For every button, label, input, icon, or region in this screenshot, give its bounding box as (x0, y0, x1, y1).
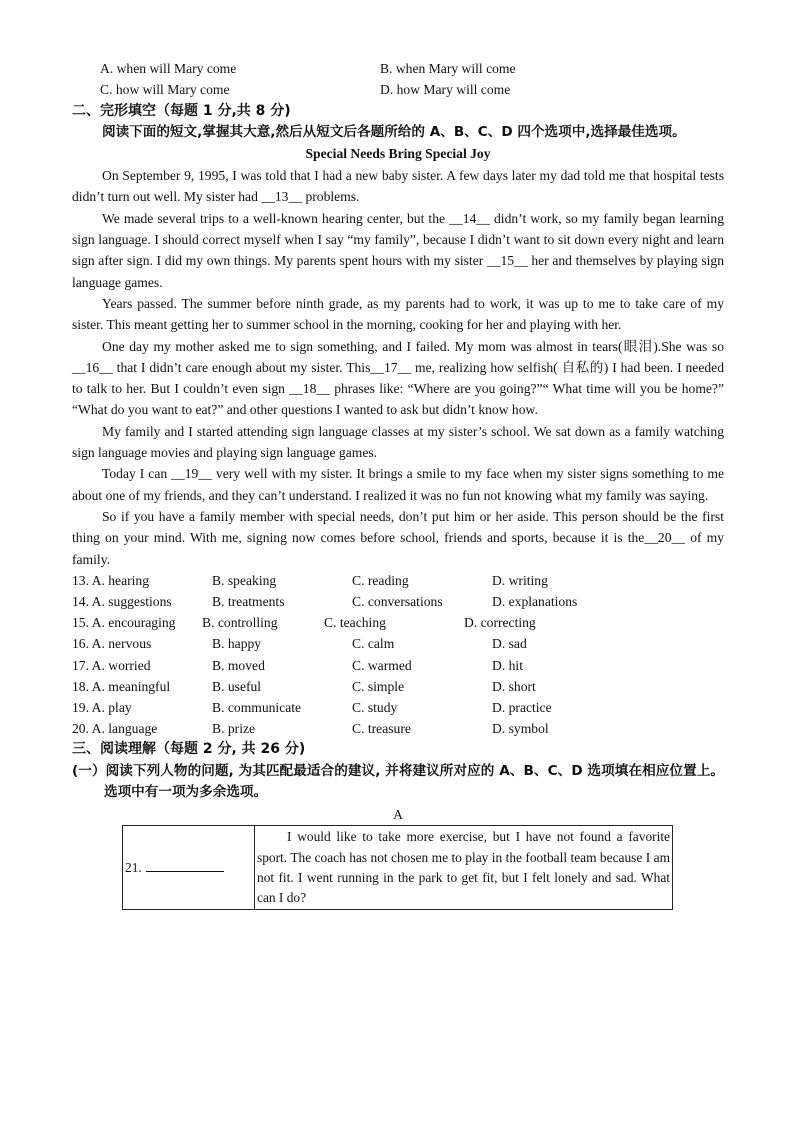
question-option-a: 17. A. worried (72, 657, 151, 673)
option-d: D. how Mary will come (380, 82, 511, 98)
question-option-d: D. sad (492, 636, 527, 652)
story-paragraph: My family and I started attending sign language classes at my sister’s school. We sat down as a family watching sign language movies and playing sign language games. (72, 423, 724, 461)
question-option-a: 14. A. suggestions (72, 594, 172, 610)
question-row (72, 655, 724, 676)
question-option-b: B. prize (212, 721, 256, 737)
question-option-d: D. explanations (492, 594, 578, 610)
question-option-a: 13. A. hearing (72, 572, 150, 588)
option-row (72, 58, 724, 79)
question-option-a: 18. A. meaningful (72, 678, 171, 694)
question-option-c: C. reading (352, 572, 409, 588)
story-paragraph: On September 9, 1995, I was told that I had a new baby sister. A few days later my dad told me that hospital tests didn’t turn out well. My sister had __13__ problems. (72, 168, 724, 205)
question-option-b: B. treatments (212, 594, 285, 610)
question-option-b: B. communicate (212, 700, 302, 716)
story-title: Special Needs Bring Special Joy (305, 146, 491, 162)
story-paragraph: One day my mother asked me to sign something, and I failed. My mom was almost in tears(眼泪).She was so __16__ that I didn’t care enough about my sister. This__17__ me, realizing how selfish( 自私的) I had been. I needed to talk to her. But I couldn’t even sign __18__ phrases like: “Where are you going?”“ What time will you be home?” “What do you want to eat?” and other questions I wanted to ask but didn’t know how. (72, 338, 724, 418)
question-table (122, 825, 673, 910)
question-row (72, 697, 724, 718)
question-option-d: D. short (492, 678, 536, 694)
question-option-a: 20. A. language (72, 721, 158, 737)
question-option-a: 16. A. nervous (72, 636, 152, 652)
answer-cell (123, 826, 255, 910)
question-option-d: D. hit (492, 657, 523, 673)
question-option-a: 19. A. play (72, 700, 132, 716)
question-option-d: D. correcting (464, 615, 536, 631)
story-paragraph: We made several trips to a well-known hearing center, but the __14__ didn’t work, so my family began learning sign language. I should correct myself when I say “my family”, because I didn’t want to sit down every night and learn sign after sign. I did my own things. My parents spent hours with my sister __15__ her and themselves by playing sign language games. (72, 210, 724, 290)
question-option-b: B. controlling (202, 615, 278, 631)
question-row (72, 570, 724, 591)
section-2-instruction: 阅读下面的短文,掌握其大意,然后从短文后各题所给的 A、B、C、D 四个选项中,选择最佳选项。 (102, 123, 686, 140)
question-option-a: 15. A. encouraging (72, 615, 176, 631)
question-option-c: C. teaching (324, 615, 386, 631)
question-option-c: C. study (352, 700, 398, 716)
story-paragraph: Years passed. The summer before ninth grade, as my parents had to work, it was up to me to take care of my sister. This meant getting her to summer school in the morning, cooking for her and playing with her. (72, 295, 724, 333)
answer-blank[interactable] (146, 859, 224, 872)
table-row (123, 826, 673, 910)
section-3-title: 三、阅读理解（每题 2 分, 共 26 分) (72, 741, 306, 758)
question-row (72, 718, 724, 739)
story-paragraph: Today I can __19__ very well with my sister. It brings a smile to my face when my sister signs something to me about one of my friends, and they can’t understand. I realized it was no fun not knowing what my family was saying. (72, 466, 724, 503)
question-option-c: C. calm (352, 636, 395, 652)
question-option-c: C. treasure (352, 721, 411, 737)
option-a: A. when will Mary come (100, 61, 237, 76)
question-option-d: D. symbol (492, 721, 549, 737)
section-2-title: 二、完形填空（每题 1 分,共 8 分) (72, 102, 291, 119)
question-row (72, 591, 724, 612)
question-text: I would like to take more exercise, but I have not found a favorite sport. The coach has not chosen me to play in the football team because I am not fit. I went running in the park to get fit, but I felt lonely and sad. What can I do? (255, 826, 673, 910)
part-label: A (393, 807, 403, 823)
question-row (72, 612, 724, 633)
option-c: C. how will Mary come (100, 82, 230, 98)
question-number: 21. (125, 860, 142, 876)
story-paragraph: So if you have a family member with special needs, don’t put him or her aside. This person should be the first thing on your mind. With me, signing now comes before school, friends and sports, because it is the__20__ of my family. (72, 508, 724, 567)
question-row (72, 633, 724, 654)
question-option-b: B. happy (212, 636, 262, 652)
section-3-instruction: (一）阅读下列人物的问题, 为其匹配最适合的建议, 并将建议所对应的 A、B、C、D 选项填在相应位置上。选项中有一项为多余选项。 (72, 762, 724, 801)
option-b: B. when Mary will come (380, 61, 516, 76)
question-option-b: B. speaking (212, 572, 277, 588)
question-option-b: B. useful (212, 678, 262, 694)
question-option-c: C. simple (352, 678, 405, 694)
question-option-d: D. writing (492, 572, 548, 588)
question-option-b: B. moved (212, 657, 265, 673)
question-option-c: C. warmed (352, 657, 412, 673)
question-option-d: D. practice (492, 700, 552, 716)
exam-page (72, 58, 724, 910)
option-row (72, 79, 724, 100)
question-row (72, 676, 724, 697)
question-option-c: C. conversations (352, 594, 443, 610)
